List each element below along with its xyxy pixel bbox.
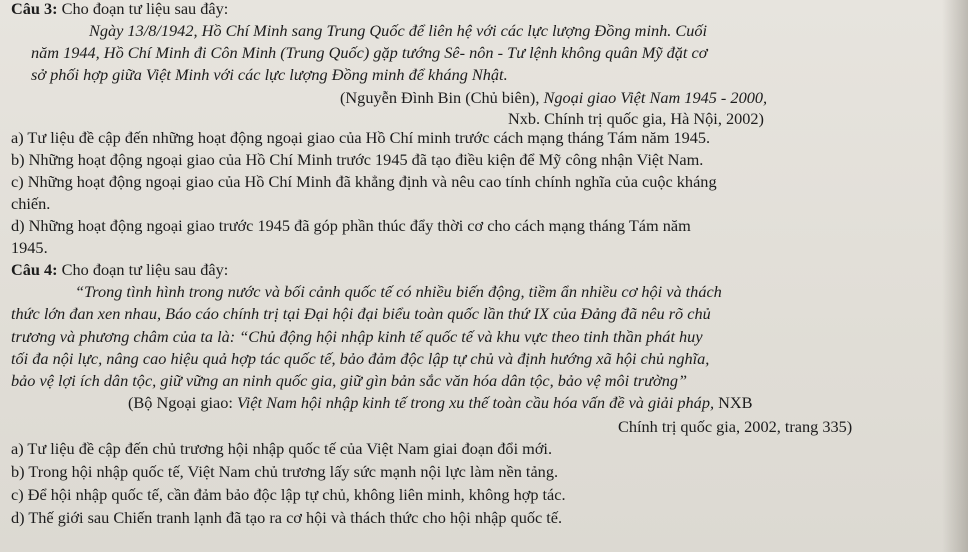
q3-option-b: b) Những hoạt động ngoại giao của Hồ Chí Minh trước 1945 đã tạo điều kiện để Mỹ công nhận Việt Nam. [11,150,704,169]
q3-source-title: Ngoại giao Việt Nam 1945 - 2000, [543,88,768,107]
q3-heading [11,0,228,18]
q3-source-line-2: Nxb. Chính trị quốc gia, Hà Nội, 2002) [508,109,764,128]
q4-quote-line: tối đa nội lực, nâng cao hiệu quả hợp tác quốc tế, bảo đảm độc lập tự chủ và định hướng xã hội chủ nghĩa, [11,349,710,368]
q4-heading [11,261,228,279]
q4-quote-line: “Trong tình hình trong nước và bối cảnh quốc tế có nhiều biến động, tiềm ẩn nhiều cơ hội và thách [75,282,722,301]
q3-source-author: (Nguyễn Đình Bin (Chủ biên), [340,88,544,107]
q3-source-line-1 [340,89,767,107]
q4-quote-line: bảo vệ lợi ích dân tộc, giữ vững an ninh quốc gia, giữ gìn bản sắc văn hóa dân tộc, bảo vệ môi trường” [11,371,688,390]
q4-option-b: b) Trong hội nhập quốc tế, Việt Nam chủ trương lấy sức mạnh nội lực làm nền tảng. [11,462,559,481]
q3-quote-line: năm 1944, Hồ Chí Minh đi Côn Minh (Trung Quốc) gặp tướng Sê- nôn - Tư lệnh không quân Mỹ đặt cơ [31,43,708,62]
q3-quote-line: Ngày 13/8/1942, Hồ Chí Minh sang Trung Quốc để liên hệ với các lực lượng Đồng minh. Cuối [89,21,708,40]
q3-option-a: a) Tư liệu đề cập đến những hoạt động ngoại giao của Hồ Chí minh trước cách mạng tháng Tám năm 1945. [11,128,711,147]
q4-source-author: (Bộ Ngoại giao: [128,393,237,412]
q3-option-d-cont: 1945. [11,238,48,257]
q4-source-publisher: NXB [714,393,753,412]
q4-source-line-1 [128,394,753,412]
q4-option-a: a) Tư liệu đề cập đến chủ trương hội nhập quốc tế của Việt Nam giai đoạn đổi mới. [11,439,553,458]
q4-quote-line: thức lớn đan xen nhau, Báo cáo chính trị tại Đại hội đại biểu toàn quốc lần thứ IX của Đảng đã nêu rõ chủ [11,304,711,323]
q4-option-d: d) Thế giới sau Chiến tranh lạnh đã tạo ra cơ hội và thách thức cho hội nhập quốc tế. [11,508,563,527]
q4-option-c: c) Để hội nhập quốc tế, cần đảm bảo độc lập tự chủ, không liên minh, không hợp tác. [11,485,566,504]
q3-heading-text: Cho đoạn tư liệu sau đây: [57,0,229,18]
q4-quote-line: trương và phương châm của ta là: “Chủ động hội nhập kinh tế quốc tế và khu vực theo tinh thần phát huy [11,327,703,346]
q4-heading-text: Cho đoạn tư liệu sau đây: [57,260,229,279]
q3-option-c: c) Những hoạt động ngoại giao của Hồ Chí Minh đã khẳng định và nêu cao tính chính nghĩa của cuộc kháng [11,172,717,191]
q3-option-d: d) Những hoạt động ngoại giao trước 1945 đã góp phần thúc đẩy thời cơ cho cách mạng tháng Tám năm [11,216,691,235]
q3-option-c-cont: chiến. [11,194,51,213]
q4-source-line-2: Chính trị quốc gia, 2002, trang 335) [618,417,853,436]
q3-heading-label: Câu 3: [11,0,58,18]
q4-heading-label: Câu 4: [11,260,58,279]
q4-source-title: Việt Nam hội nhập kinh tế trong xu thế toàn cầu hóa vấn đề và giải pháp, [236,393,715,412]
page-edge-shadow [942,0,968,552]
q3-quote-line: sở phối hợp giữa Việt Minh với các lực lượng Đồng minh để kháng Nhật. [31,65,508,84]
